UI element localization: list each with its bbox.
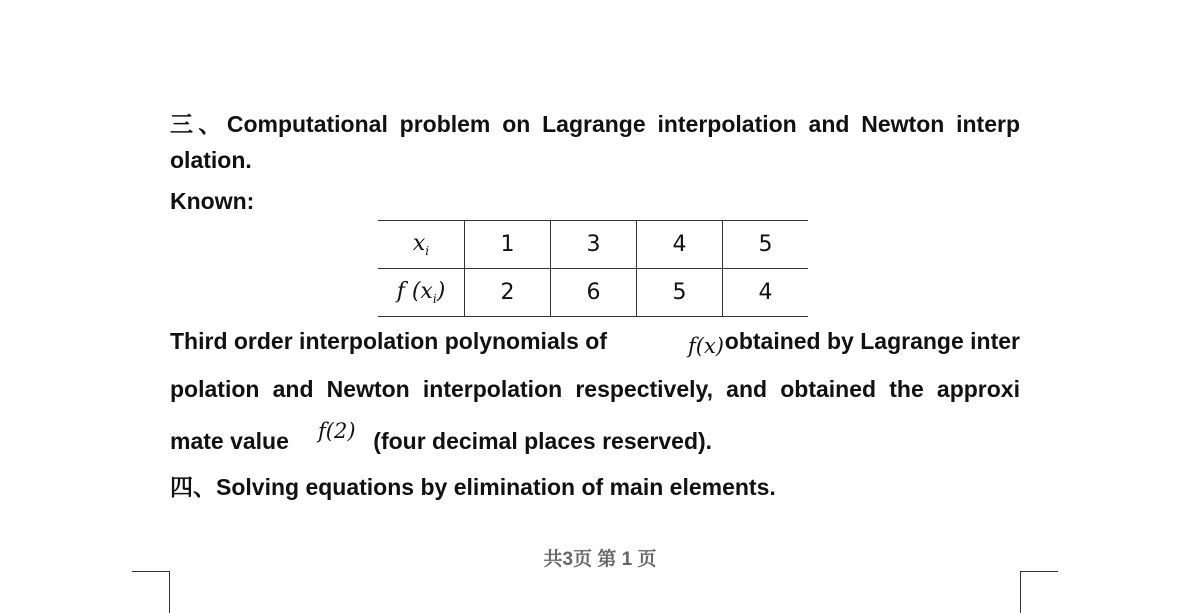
- table-cell: 1: [465, 221, 551, 269]
- table-cell: 4: [723, 269, 809, 317]
- fx-prefix: f (x: [396, 279, 433, 304]
- table-cell: 4: [637, 221, 723, 269]
- data-table: [378, 220, 808, 317]
- known-label: Known:: [170, 188, 255, 214]
- row-label-x: [378, 221, 465, 269]
- page-footer: 共3页 第 1 页: [543, 549, 657, 570]
- table-cell: 5: [723, 221, 809, 269]
- paragraph-line2: polation and Newton interpolation respectively, and obtained the approxi: [170, 376, 1020, 402]
- paragraph-line1-start: Third order interpolation polynomials of: [170, 328, 608, 354]
- problem-3-heading-line2: olation.: [170, 147, 252, 173]
- crop-mark-left: [132, 571, 170, 613]
- table-row-fx: [378, 269, 808, 317]
- crop-mark-right: [1020, 571, 1058, 613]
- table-cell: 2: [465, 269, 551, 317]
- fx-subscript: i: [432, 292, 437, 306]
- paragraph-line3: [170, 428, 1020, 455]
- table-cell: 6: [551, 269, 637, 317]
- math-fx-inline: f(x): [688, 334, 725, 358]
- math-f2-inline: f(2): [318, 419, 356, 443]
- table-row-x: [378, 221, 808, 269]
- row-label-fx: [378, 269, 465, 317]
- x-symbol: x: [412, 231, 426, 256]
- paragraph-line3-start: mate value: [170, 428, 289, 454]
- paragraph-line1-end: obtained by Lagrange inter: [724, 328, 1020, 354]
- paragraph-line3-end: (four decimal places reserved).: [373, 428, 713, 454]
- table-cell: 5: [637, 269, 723, 317]
- table-cell: 3: [551, 221, 637, 269]
- paragraph-line1: [170, 328, 1020, 355]
- x-subscript: i: [425, 244, 430, 258]
- fx-suffix: ): [436, 279, 446, 304]
- problem-4-heading: 四、Solving equations by elimination of main elements.: [170, 474, 776, 500]
- problem-3-heading-line1: 三、Computational problem on Lagrange interpolation and Newton interp: [170, 111, 1020, 137]
